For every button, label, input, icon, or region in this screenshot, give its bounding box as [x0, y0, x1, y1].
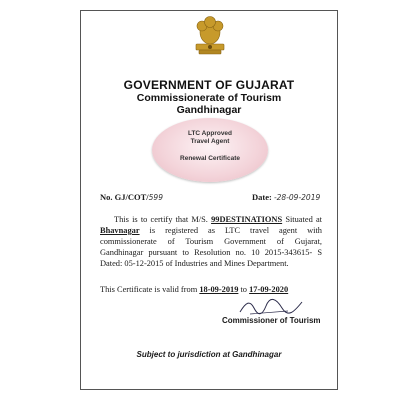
state-emblem-icon [190, 12, 230, 56]
signature-mark [236, 296, 306, 318]
certificate-body [100, 214, 322, 269]
valid-from-date: 18-09-2019 [199, 285, 239, 294]
body-text-a: This is to certify that M/S. [114, 215, 208, 224]
validity-to-word: to [238, 285, 250, 294]
jurisdiction-note: Subject to jurisdiction at Gandhinagar [136, 350, 282, 359]
body-text-b: Situated at [282, 215, 322, 224]
valid-to-date: 17-09-2020 [249, 285, 289, 294]
reference-value: 599 [148, 193, 163, 202]
badge-line-3: Renewal Certificate [180, 155, 240, 162]
date-value: -28-09-2019 [273, 193, 321, 202]
city-name: Gandhinagar [176, 104, 242, 116]
validity-prefix: This Certificate is valid from [100, 285, 200, 294]
reference-label: No. GJ/COT/ [100, 192, 149, 202]
body-text-c: is registered as LTC travel agent with commissionerate of Tourism Government of Gujarat, Gandhinagar pursuant to Resolution no. 10 2015-343615- S Dated: 05-12-2015 of Industries and Mines Department. [100, 226, 322, 268]
badge-line-2: Travel Agent [190, 138, 230, 145]
badge-line-1: LTC Approved [187, 130, 233, 137]
department-name: Commissionerate of Tourism [136, 92, 282, 104]
issue-date [252, 192, 320, 202]
date-label: Date: [252, 192, 274, 202]
validity-statement [100, 285, 288, 294]
page-title: GOVERNMENT OF GUJARAT [123, 78, 295, 92]
reference-number [100, 192, 163, 202]
company-name: 99DESTINATIONS [211, 215, 283, 224]
company-city: Bhavnagar [100, 226, 140, 235]
certificate-badge [152, 118, 268, 182]
signatory-title: Commissioner of Tourism [222, 316, 321, 325]
